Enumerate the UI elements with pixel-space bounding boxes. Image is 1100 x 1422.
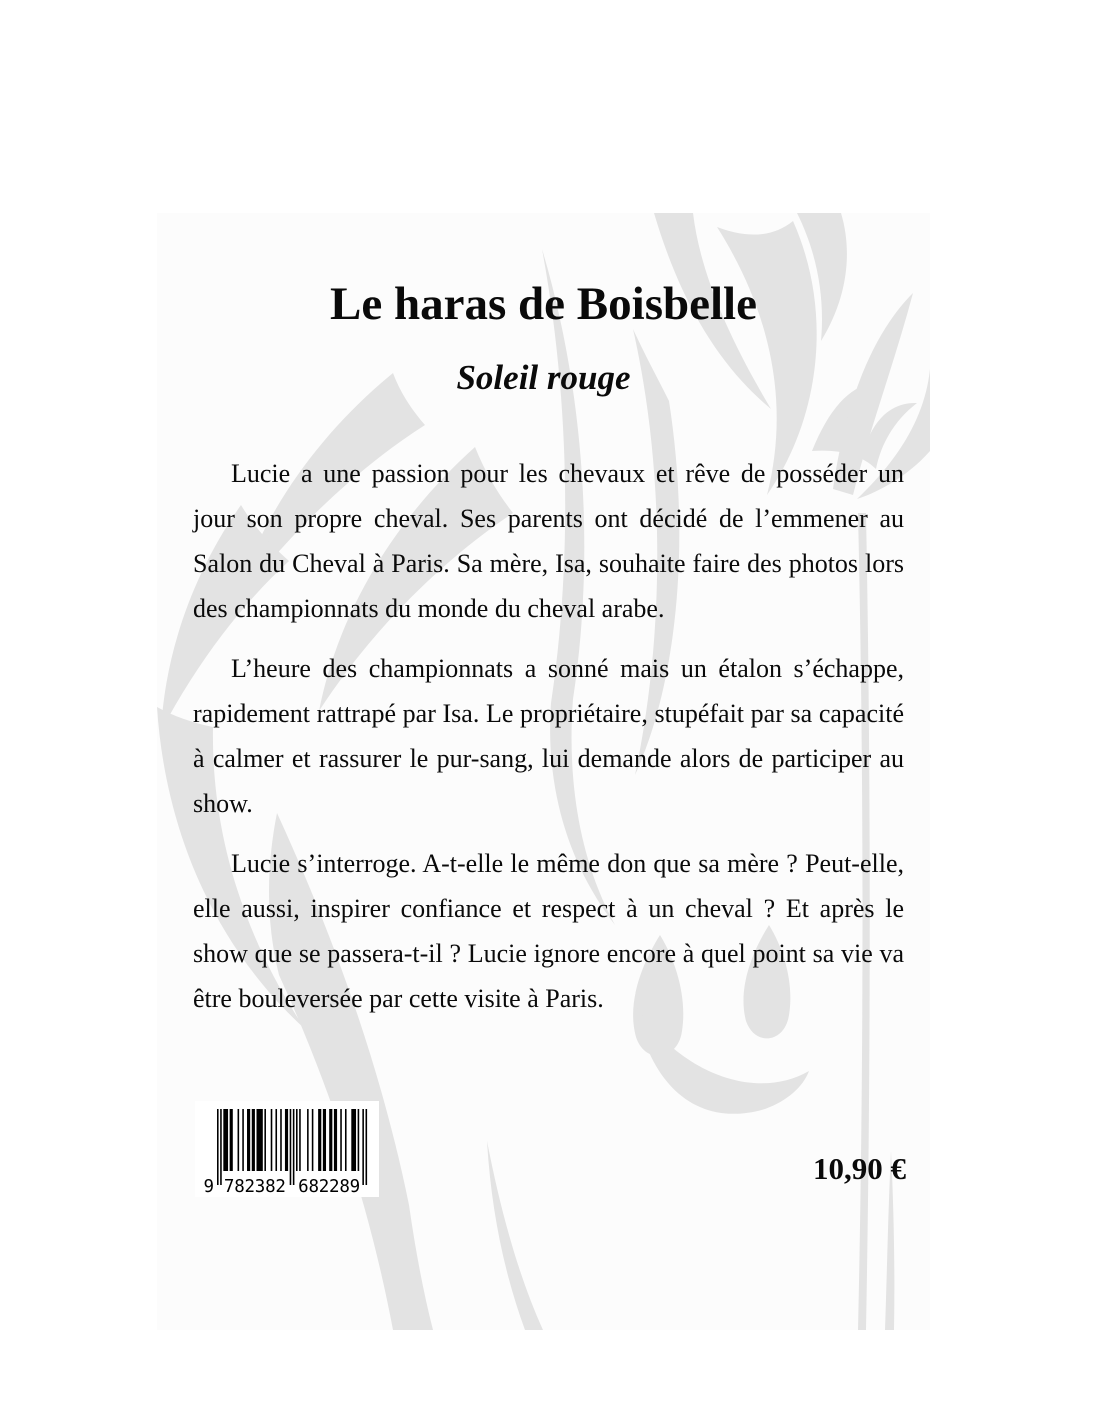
synopsis-paragraph-3: Lucie s’interroge. A-t-elle le même don que sa mère ? Peut-elle, elle aussi, inspirer confiance et respect à un cheval ? Et après le show que se passera-t-il ? Lucie ignore encore à quel point sa vie va être bouleversée par cette visite à Paris. [193, 849, 904, 1013]
book-back-cover [157, 213, 930, 1330]
svg-text:9: 9 [203, 1177, 214, 1195]
svg-text:782382: 782382 [223, 1177, 286, 1195]
price-label: 10,90 € [813, 1151, 906, 1186]
book-subtitle: Soleil rouge [456, 358, 631, 397]
isbn-barcode [195, 1101, 379, 1197]
synopsis-paragraph-2: L’heure des championnats a sonné mais un étalon s’échappe, rapidement rattrapé par Isa. Le propriétaire, stupéfait par sa capacité à calmer et rassurer le pur-sang, lui demande alors de participer au show. [193, 654, 904, 818]
barcode-bars [203, 1109, 371, 1195]
svg-text:682289: 682289 [298, 1177, 361, 1195]
book-title: Le haras de Boisbelle [330, 278, 757, 330]
synopsis-paragraph-1: Lucie a une passion pour les chevaux et rêve de posséder un jour son propre cheval. Ses parents ont décidé de l’emmener au Salon du Cheval à Paris. Sa mère, Isa, souhaite faire des photos lors des championnats du monde du cheval arabe. [193, 459, 904, 623]
synopsis [193, 451, 904, 1036]
